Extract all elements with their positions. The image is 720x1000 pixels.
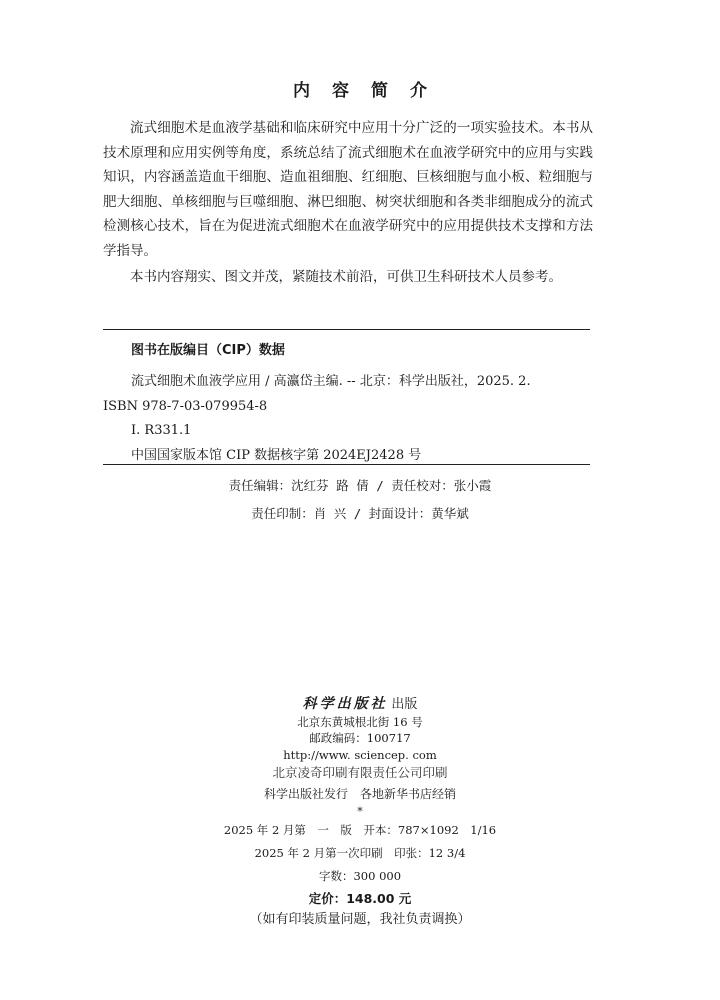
summary-paragraph-1: 流式细胞术是血液学基础和临床研究中应用十分广泛的一项实验技术。本书从技术原理和应用实例等角度，系统总结了流式细胞术在血液学研究中的应用与实践知识，内容涵盖造血干细胞、造血祖细胞、红细胞、巨核细胞与血小板、粒细胞与肥大细胞、单核细胞与巨噬细胞、淋巴细胞、树突状细胞和各类非细胞成分的流式检测核心技术，旨在为促进流式细胞术在血液学研究中的应用提供技术支撑和方法学指导。 <box>103 120 593 259</box>
cip-record-number: 中国国家版本馆 CIP 数据核字第 2024EJ2428 号 <box>131 447 422 463</box>
publisher-url: http://www. sciencep. com <box>283 747 437 762</box>
cip-heading: 图书在版编目（CIP）数据 <box>131 343 285 358</box>
cip-top-divider <box>103 329 590 330</box>
publisher-postcode: 邮政编码：100717 <box>309 731 411 745</box>
cip-line-1: 流式细胞术血液学应用 / 高瀛岱主编. -- 北京：科学出版社，2025. 2. <box>131 374 531 389</box>
editor-credit-line-1: 责任编辑：沈红芬 路 倩 / 责任校对：张小霞 <box>228 478 492 493</box>
price: 定价：148.00 元 <box>308 891 412 906</box>
separator-star: * <box>357 805 363 818</box>
publisher-imprint <box>0 696 720 930</box>
word-count: 字数：300 000 <box>318 869 402 883</box>
publisher-suffix: 出版 <box>391 697 418 712</box>
editor-credit-line-2: 责任印制：肖 兴 / 封面设计：黄华斌 <box>251 506 469 521</box>
summary-text <box>103 116 593 292</box>
cip-block <box>103 370 593 468</box>
cip-classification: Ⅰ. R331.1 <box>131 423 192 438</box>
publisher-name-line <box>0 696 720 714</box>
publisher-address: 北京东黄城根北街 16 号 <box>297 714 423 729</box>
cip-bottom-divider <box>103 464 590 465</box>
printing-info: 2025 年 2 月第一次印刷 印张：12 3/4 <box>254 846 466 860</box>
publisher-logo-text: 科学出版社 <box>302 696 388 712</box>
edition-info: 2025 年 2 月第 一 版 开本：787×1092 1/16 <box>223 823 497 837</box>
quality-note: （如有印装质量问题，我社负责调换） <box>249 912 471 927</box>
cip-isbn: ISBN 978-7-03-079954-8 <box>103 398 268 414</box>
summary-title: 内容简介 <box>293 81 449 101</box>
distribution-info: 科学出版社发行 各地新华书店经销 <box>263 787 456 801</box>
printer-name: 北京凌奇印刷有限责任公司印刷 <box>272 765 448 780</box>
editor-credits <box>0 472 720 528</box>
summary-paragraph-2: 本书内容翔实、图文并茂，紧随技术前沿，可供卫生科研技术人员参考。 <box>130 269 562 285</box>
